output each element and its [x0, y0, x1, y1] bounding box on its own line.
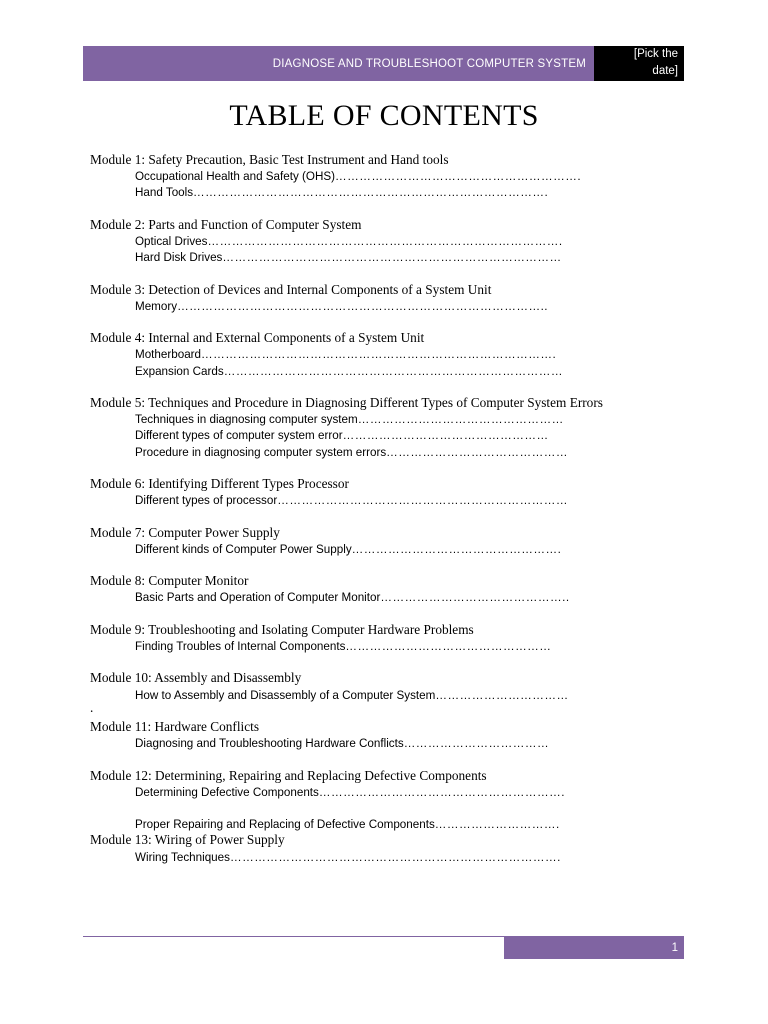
entry-label: Finding Troubles of Internal Components: [135, 638, 346, 653]
toc-entry[interactable]: [135, 363, 588, 379]
page-number: 1: [671, 941, 678, 954]
module-heading: Module 1: Safety Precaution, Basic Test Instrument and Hand tools: [90, 152, 449, 167]
dot-leader: ……………………………………………: [342, 428, 549, 443]
module-heading: Module 10: Assembly and Disassembly: [90, 670, 302, 686]
entry-label: Basic Parts and Operation of Computer Monitor: [135, 590, 381, 605]
toc-entry[interactable]: [135, 541, 588, 557]
entry-label: Procedure in diagnosing computer system errors: [135, 444, 387, 459]
module-heading: Module 8: Computer Monitor: [90, 573, 249, 589]
toc-entry[interactable]: [135, 411, 588, 427]
entry-label: Diagnosing and Troubleshooting Hardware Conflicts: [135, 736, 404, 751]
header-title: DIAGNOSE AND TROUBLESHOOT COMPUTER SYSTEM: [272, 57, 586, 70]
module-heading: Module 11: Hardware Conflicts: [90, 718, 260, 734]
toc-entry[interactable]: [135, 784, 588, 800]
stray-period: .: [90, 699, 94, 715]
dot-leader: …………………………………………………………………………: [223, 363, 563, 378]
entry-label: Different kinds of Computer Power Supply: [135, 541, 352, 556]
footer-divider: [83, 936, 504, 937]
toc-entry[interactable]: [135, 589, 588, 605]
module-heading: Module 12: Determining, Repairing and Replacing Defective Components: [90, 767, 487, 783]
toc-entry[interactable]: [135, 638, 588, 654]
module-heading: Module 6: Identifying Different Types Processor: [90, 475, 349, 491]
date-line-1: [Pick the: [633, 48, 678, 60]
toc-entry[interactable]: [135, 444, 588, 460]
dot-leader: …………………………………………………………………………….: [193, 185, 549, 200]
entry-label: Memory: [135, 298, 178, 313]
toc-entry[interactable]: [135, 249, 588, 265]
toc-entry[interactable]: [135, 849, 588, 865]
entry-label: How to Assembly and Disassembly of a Computer System: [135, 687, 436, 702]
dot-leader: ………………………………: [403, 736, 550, 751]
date-line-2: date]: [652, 65, 678, 77]
module-heading: Module 3: Detection of Devices and Internal Components of a System Unit: [90, 281, 492, 297]
dot-leader: ………………………………………………………………: [277, 493, 569, 508]
toc-entry[interactable]: [135, 735, 588, 751]
dot-leader: ……………………………………………: [357, 412, 564, 427]
entry-label: Expansion Cards: [135, 363, 224, 378]
dot-leader: …………………………………………………………………………: [222, 250, 562, 265]
toc-entry[interactable]: [135, 427, 588, 443]
module-heading: Module 9: Troubleshooting and Isolating Computer Hardware Problems: [90, 621, 474, 637]
entry-label: Different types of computer system error: [135, 428, 343, 443]
footer-bar: [504, 936, 684, 959]
entry-label: Motherboard: [135, 347, 202, 362]
module-heading: Module 7: Computer Power Supply: [90, 524, 280, 540]
toc-entry[interactable]: [135, 233, 588, 249]
page-title: TABLE OF CONTENTS: [229, 99, 539, 132]
entry-label: Different types of processor: [135, 493, 278, 508]
dot-leader: …………………………………………………………………………….: [201, 347, 557, 362]
dot-leader: ……………………………………………………………………….: [229, 849, 561, 864]
module-heading: Module 2: Parts and Function of Computer System: [90, 216, 362, 232]
table-of-contents: [90, 152, 650, 865]
entry-label: Optical Drives: [135, 234, 208, 248]
entry-label: Hard Disk Drives: [135, 250, 223, 265]
toc-entry[interactable]: [135, 687, 588, 703]
dot-leader: ………………………….: [434, 817, 560, 832]
entry-label: Proper Repairing and Replacing of Defective Components: [135, 817, 435, 832]
dot-leader: ……………………………………………: [345, 638, 552, 653]
entry-label: Occupational Health and Safety (OHS): [135, 169, 336, 184]
toc-entry[interactable]: [135, 168, 588, 184]
entry-label: Hand Tools: [135, 185, 194, 200]
dot-leader: ………………………………………..: [380, 590, 570, 605]
date-placeholder[interactable]: [594, 46, 684, 81]
entry-label: Techniques in diagnosing computer system: [135, 412, 358, 427]
header-bar: [83, 46, 594, 81]
toc-entry[interactable]: [135, 298, 588, 314]
module-heading: Module 5: Techniques and Procedure in Diagnosing Different Types of Computer System Errors: [90, 394, 603, 410]
toc-entry[interactable]: [135, 184, 588, 200]
dot-leader: …………………………………………………………………………….: [207, 234, 563, 248]
entry-label: Determining Defective Components: [135, 784, 319, 799]
dot-leader: …………………………………………………….: [335, 169, 582, 184]
toc-entry[interactable]: [135, 346, 588, 362]
toc-entry[interactable]: [135, 816, 588, 832]
dot-leader: ………………………………………………………………………………..: [177, 298, 548, 313]
dot-leader: …………………………………………….: [351, 541, 562, 556]
entry-label: Wiring Techniques: [135, 849, 230, 864]
dot-leader: ………………………………………: [386, 444, 568, 459]
dot-leader: ……………………………: [435, 687, 569, 702]
module-heading: Module 13: Wiring of Power Supply: [90, 832, 285, 848]
module-heading: Module 4: Internal and External Components of a System Unit: [90, 330, 425, 346]
dot-leader: …………………………………………………….: [318, 784, 565, 799]
toc-entry[interactable]: [135, 492, 588, 508]
